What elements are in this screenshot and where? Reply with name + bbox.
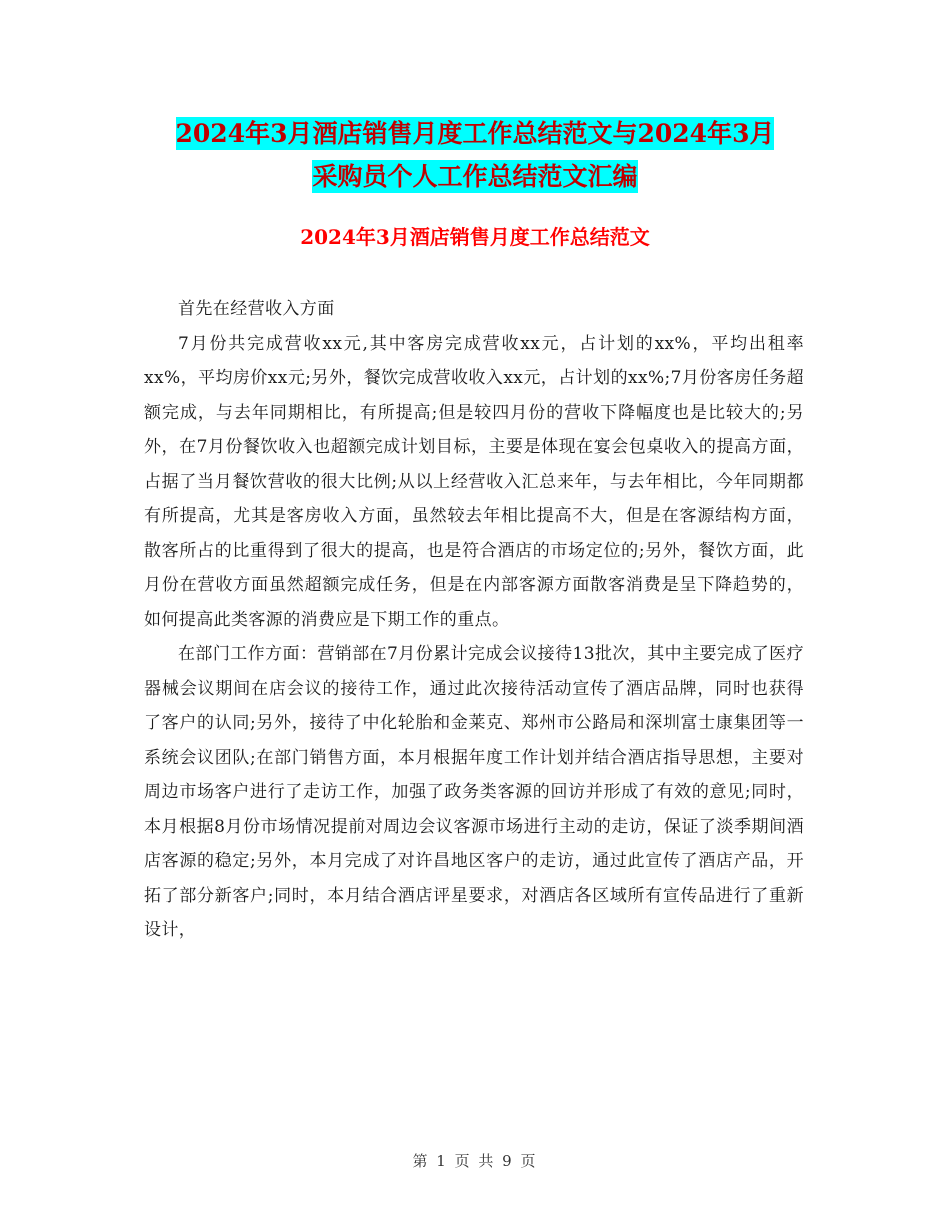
paragraph: 在部门工作方面：营销部在7月份累计完成会议接待13批次，其中主要完成了医疗器械会议期间在店会议的接待工作，通过此次接待活动宣传了酒店品牌，同时也获得了客户的认同;另外，接待了中化轮胎和金莱克、郑州市公路局和深圳富士康集团等一系统会议团队;在部门销售方面，本月根据年度工作计划并结合酒店指导思想，主要对周边市场客户进行了走访工作，加强了政务类客源的回访并形成了有效的意见;同时，本月根据8月份市场情况提前对周边会议客源市场进行主动的走访，保证了淡季期间酒店客源的稳定;另外，本月完成了对许昌地区客户的走访，通过此宣传了酒店产品，开拓了部分新客户;同时，本月结合酒店评星要求，对酒店各区域所有宣传品进行了重新设计， <box>144 644 804 940</box>
paragraph: 首先在经营收入方面 <box>178 299 335 319</box>
document-body <box>144 292 804 948</box>
document-title-line-2: 采购员个人工作总结范文汇编 <box>312 162 638 191</box>
section-title: 2024年3月酒店销售月度工作总结范文 <box>300 225 650 249</box>
paragraph: 7月份共完成营收xx元,其中客房完成营收xx元，占计划的xx%，平均出租率xx%，平均房价xx元;另外，餐饮完成营收收入xx元，占计划的xx%;7月份客房任务超额完成，与去年同期相比，有所提高;但是较四月份的营收下降幅度也是比较大的;另外，在7月份餐饮收入也超额完成计划目标，主要是体现在宴会包桌收入的提高方面，占据了当月餐饮营收的很大比例;从以上经营收入汇总来年，与去年相比，今年同期都有所提高，尤其是客房收入方面，虽然较去年相比提高不大，但是在客源结构方面，散客所占的比重得到了很大的提高，也是符合酒店的市场定位的;另外，餐饮方面，此月份在营收方面虽然超额完成任务，但是在内部客源方面散客消费是呈下降趋势的，如何提高此类客源的消费应是下期工作的重点。 <box>144 333 804 630</box>
document-title <box>140 112 810 198</box>
document-title-line-1: 2024年3月酒店销售月度工作总结范文与2024年3月 <box>175 119 775 148</box>
page-footer: 第 1 页 共 9 页 <box>412 1152 538 1170</box>
